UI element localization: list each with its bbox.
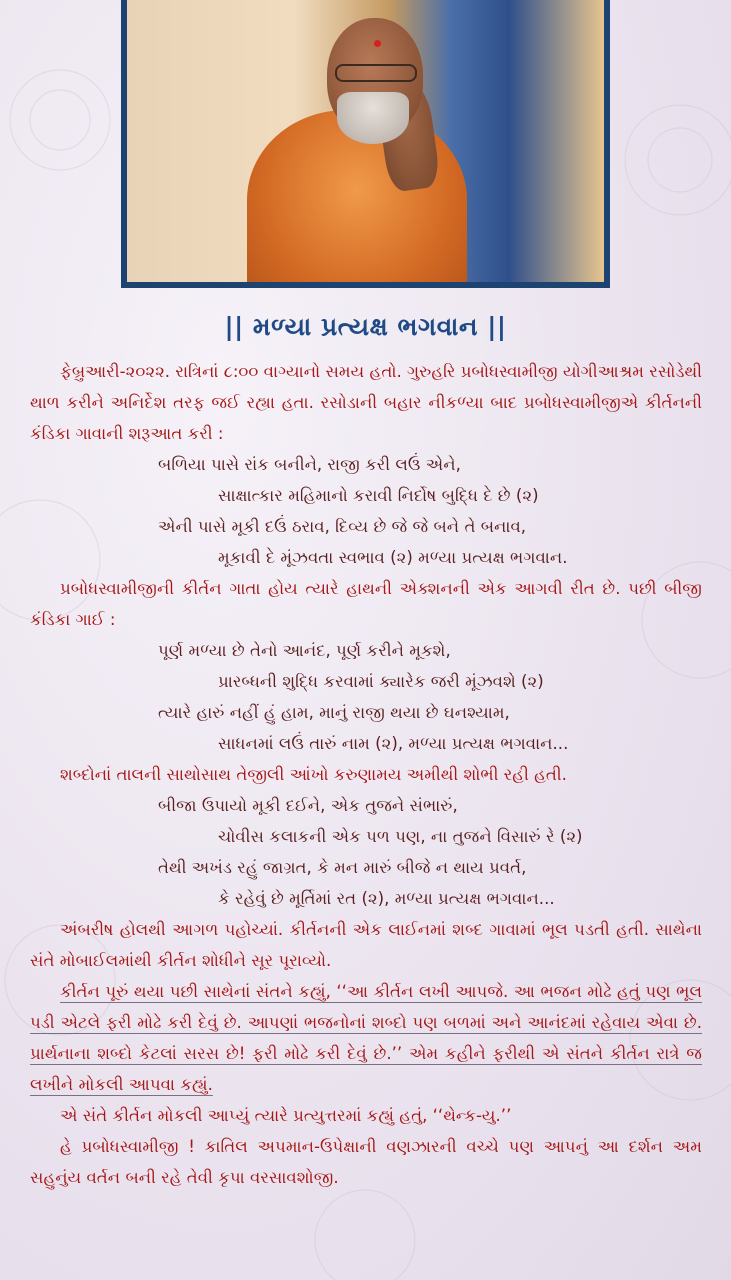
verse-line: તેથી અખંડ રહું જાગ્રત, કે મન મારું બીજે ન થાય પ્રવર્ત,	[158, 858, 527, 877]
verse-line: કે રહેવું છે મૂર્તિમાં રત (૨), મળ્યા પ્રત્યક્ષ ભગવાન...	[218, 889, 555, 908]
swamiji-photo	[127, 0, 604, 282]
paragraph-7: હે પ્રબોધસ્વામીજી ! કાતિલ અપમાન-ઉપેક્ષાની વણઝારની વચ્ચે પણ આપનું આ દર્શન અમ સહુનુંય વર્તન બની રહે તેવી કૃપા વરસાવશોજી.	[30, 1137, 702, 1187]
paragraph-6: એ સંતે કીર્તન મોકલી આપ્યું ત્યારે પ્રત્યુત્તરમાં કહ્યું હતું, ‘‘થેન્ક-યુ.’’	[60, 1106, 512, 1125]
verse-line: બળિયા પાસે રાંક બનીને, રાજી કરી લઉં એને,	[158, 455, 461, 474]
verse-line: એની પાસે મૂકી દઉં ઠરાવ, દિવ્ય છે જે જે બને તે બનાવ,	[158, 517, 527, 536]
verse-line: બીજા ઉપાયો મૂકી દઈને, એક તુજને સંભારું,	[158, 796, 458, 815]
verse-line: ત્યારે હારું નહીં હું હામ, માનું રાજી થયા છે ઘનશ્યામ,	[158, 703, 510, 722]
page-title: || મળ્યા પ્રત્યક્ષ ભગવાન ||	[224, 312, 507, 341]
paragraph-4: અંબરીષ હોલથી આગળ પહોચ્યાં. કીર્તનની એક લાઈનમાં શબ્દ ગાવામાં ભૂલ પડતી હતી. સાથેના સંતે મોબાઈલમાંથી કીર્તન શોધીને સૂર પૂરાવ્યો.	[30, 920, 702, 970]
verse-line: મૂકાવી દે મૂંઝવતા સ્વભાવ (૨) મળ્યા પ્રત્યક્ષ ભગવાન.	[218, 548, 568, 567]
photo-frame	[121, 0, 610, 288]
verse-line: ચોવીસ કલાકની એક પળ પણ, ના તુજને વિસારું રે (૨)	[218, 827, 583, 846]
article-body	[30, 356, 702, 1193]
paragraph-2: પ્રબોધસ્વામીજીની કીર્તન ગાતા હોય ત્યારે હાથની એક્શનની એક આગવી રીત છે. પછી બીજી કંડિકા ગાઈ :	[30, 579, 702, 629]
paragraph-1: ફેબ્રુઆરી-૨૦૨૨. રાત્રિનાં ૮:૦૦ વાગ્યાનો સમય હતો. ગુરુહરિ પ્રબોધસ્વામીજી યોગીઆશ્રમ રસોડેથી થાળ કરીને અનિર્દેશ તરફ જઈ રહ્યા હતા. રસોડાની બહાર નીકળ્યા બાદ પ્રબોધસ્વામીજીએ કીર્તનની કંડિકા ગાવાની શરૂઆત કરી :	[30, 362, 702, 443]
verse-line: સાક્ષાત્કાર મહિમાનો કરાવી નિર્દોષ બુદ્ધિ દે છે (૨)	[218, 486, 539, 505]
paragraph-5: કીર્તન પૂરું થયા પછી સાથેનાં સંતને કહ્યું, ‘‘આ કીર્તન લખી આપજે. આ ભજન મોઢે હતું પણ ભૂલ પડી એટલે ફરી મોઢે કરી દેવું છે. આપણાં ભજનોનાં શબ્દો પણ બળમાં અને આનંદમાં રહેવાય એવા છે. પ્રાર્થનાના શબ્દો કેટલાં સરસ છે! ફરી મોઢે કરી દેવું છે.’’ એમ કહીને ફરીથી એ સંતને કીર્તન રાત્રે જ લખીને મોકલી આપવા કહ્યું.	[30, 982, 702, 1094]
paragraph-3: શબ્દોનાં તાલની સાથોસાથ તેજીલી આંખો કરુણામય અમીથી શોભી રહી હતી.	[60, 765, 567, 784]
verse-line: પ્રારબ્ધની શુદ્ધિ કરવામાં ક્યારેક જરી મૂંઝવશે (૨)	[218, 672, 544, 691]
verse-line: સાધનમાં લઉં તારું નામ (૨), મળ્યા પ્રત્યક્ષ ભગવાન...	[218, 734, 569, 753]
verse-line: પૂર્ણ મળ્યા છે તેનો આનંદ, પૂર્ણ કરીને મૂકશે,	[158, 641, 451, 660]
